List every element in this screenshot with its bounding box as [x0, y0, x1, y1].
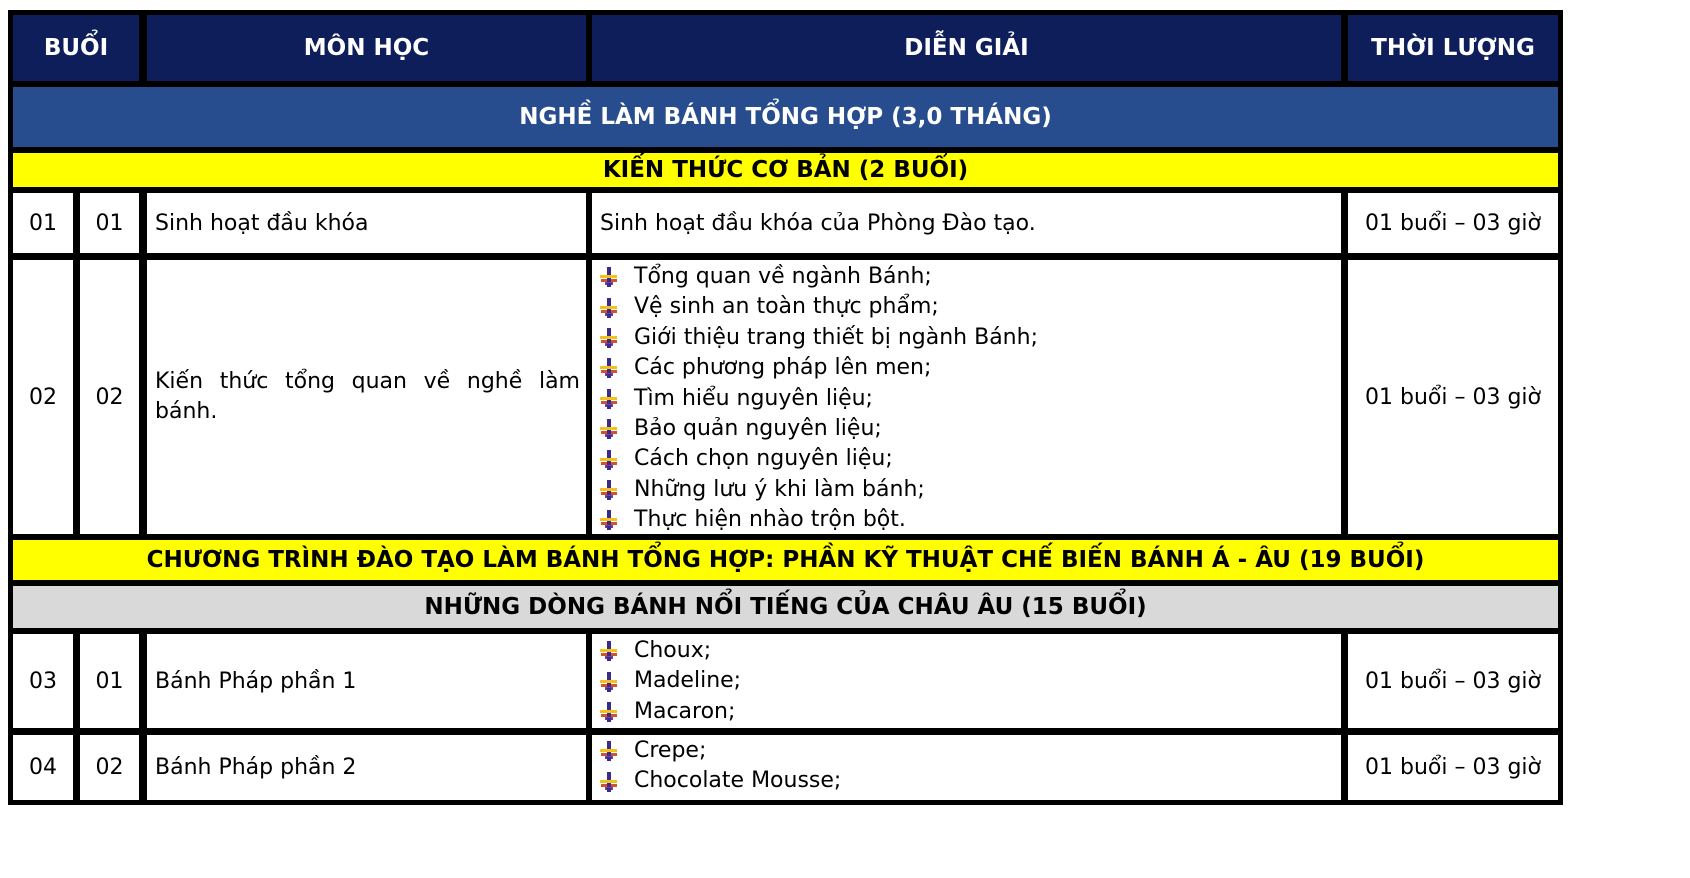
row-2-session: 02	[12, 259, 74, 535]
list-item	[598, 292, 1341, 322]
plus-arrow-bullet-icon	[598, 740, 620, 762]
list-item-text: Madeline;	[634, 668, 742, 694]
plus-arrow-bullet-icon	[598, 418, 620, 440]
plus-arrow-bullet-icon	[598, 266, 620, 288]
list-item-text: Thực hiện nhào trộn bột.	[634, 507, 906, 533]
row-2-bullet-list	[592, 262, 1341, 536]
section-basic-knowledge: KIẾN THỨC CƠ BẢN (2 BUỔI)	[12, 152, 1559, 188]
list-item	[598, 414, 1341, 444]
list-item	[598, 697, 1341, 727]
list-item-text: Choux;	[634, 638, 712, 663]
header-description: DIỄN GIẢI	[591, 14, 1342, 82]
curriculum-table	[8, 10, 1563, 805]
row-3-session: 03	[12, 633, 74, 729]
list-item	[598, 384, 1341, 414]
plus-arrow-bullet-icon	[598, 701, 620, 723]
row-1-subject: Sinh hoạt đầu khóa	[146, 192, 587, 254]
list-item-text: Cách chọn nguyên liệu;	[634, 446, 893, 472]
list-item-text: Macaron;	[634, 698, 736, 724]
row-2-subject: Kiến thức tổng quan về nghề làm bánh.	[146, 259, 587, 535]
list-item-text: Tổng quan về ngành Bánh;	[634, 264, 932, 289]
course-title: NGHỀ LÀM BÁNH TỔNG HỢP (3,0 THÁNG)	[12, 86, 1559, 148]
plus-arrow-bullet-icon	[598, 388, 620, 410]
plus-arrow-bullet-icon	[598, 771, 620, 793]
row-3-bullet-list	[592, 636, 1341, 727]
list-item	[598, 505, 1341, 535]
header-duration: THỜI LƯỢNG	[1347, 14, 1559, 82]
row-4-bullet-list	[592, 736, 1341, 797]
list-item-text: Tìm hiểu nguyên liệu;	[634, 385, 873, 411]
list-item-text: Giới thiệu trang thiết bị ngành Bánh;	[634, 324, 1038, 350]
row-1-lesson: 01	[79, 192, 140, 254]
list-item-text: Crepe;	[634, 738, 707, 763]
plus-arrow-bullet-icon	[598, 671, 620, 693]
row-4-subject: Bánh Pháp phần 2	[146, 734, 587, 801]
list-item-text: Các phương pháp lên men;	[634, 355, 932, 381]
row-1-description: Sinh hoạt đầu khóa của Phòng Đào tạo.	[591, 192, 1342, 254]
plus-arrow-bullet-icon	[598, 449, 620, 471]
plus-arrow-bullet-icon	[598, 509, 620, 531]
plus-arrow-bullet-icon	[598, 479, 620, 501]
plus-arrow-bullet-icon	[598, 297, 620, 319]
row-3-duration: 01 buổi – 03 giờ	[1347, 633, 1559, 729]
row-4-lesson: 02	[79, 734, 140, 801]
list-item	[598, 766, 1341, 796]
plus-arrow-bullet-icon	[598, 327, 620, 349]
header-session: BUỔI	[12, 14, 140, 82]
row-2-duration: 01 buổi – 03 giờ	[1347, 259, 1559, 535]
row-2-description	[591, 259, 1342, 535]
list-item	[598, 666, 1341, 696]
list-item-text: Chocolate Mousse;	[634, 768, 842, 794]
section-program: CHƯƠNG TRÌNH ĐÀO TẠO LÀM BÁNH TỔNG HỢP: PHẦN KỸ THUẬT CHẾ BIẾN BÁNH Á - ÂU (19 BUỔI)	[12, 539, 1559, 581]
list-item-text: Bảo quản nguyên liệu;	[634, 415, 882, 441]
list-item	[598, 444, 1341, 474]
row-3-subject: Bánh Pháp phần 1	[146, 633, 587, 729]
list-item-text: Vệ sinh an toàn thực phẩm;	[634, 294, 939, 320]
row-3-lesson: 01	[79, 633, 140, 729]
list-item	[598, 636, 1341, 666]
list-item	[598, 736, 1341, 766]
row-1-session: 01	[12, 192, 74, 254]
list-item	[598, 262, 1341, 292]
plus-arrow-bullet-icon	[598, 357, 620, 379]
row-4-session: 04	[12, 734, 74, 801]
list-item	[598, 353, 1341, 383]
plus-arrow-bullet-icon	[598, 640, 620, 662]
row-2-lesson: 02	[79, 259, 140, 535]
header-subject: MÔN HỌC	[146, 14, 587, 82]
list-item-text: Những lưu ý khi làm bánh;	[634, 476, 925, 502]
row-1-duration: 01 buổi – 03 giờ	[1347, 192, 1559, 254]
list-item	[598, 323, 1341, 353]
section-europe: NHỮNG DÒNG BÁNH NỔI TIẾNG CỦA CHÂU ÂU (15 BUỔI)	[12, 585, 1559, 629]
row-3-description	[591, 633, 1342, 729]
list-item	[598, 475, 1341, 505]
row-4-duration: 01 buổi – 03 giờ	[1347, 734, 1559, 801]
row-4-description	[591, 734, 1342, 801]
